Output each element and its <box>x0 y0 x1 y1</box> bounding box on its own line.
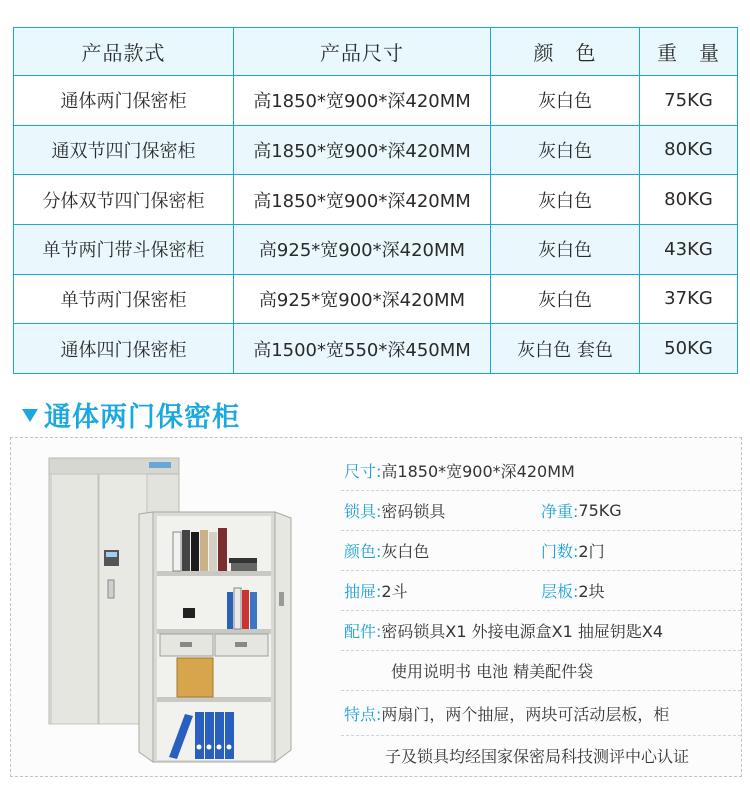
cell-size: 高1850*宽900*深420MM <box>234 175 491 225</box>
col-header-style: 产品款式 <box>14 28 234 76</box>
cell-style: 分体双节四门保密柜 <box>14 175 234 225</box>
cell-size: 高925*宽900*深420MM <box>234 274 491 324</box>
section-heading <box>22 394 240 434</box>
triangle-down-icon <box>22 409 38 422</box>
cabinet-image <box>47 452 297 767</box>
spec-row-accessories-cont <box>341 651 741 691</box>
color-value: 灰白色 <box>381 542 430 561</box>
weight-label: 净重: <box>541 502 579 521</box>
table-row <box>14 125 738 175</box>
cell-style: 通体两门保密柜 <box>14 76 234 126</box>
cell-weight: 43KG <box>640 224 738 274</box>
cell-color: 灰白色 <box>491 274 640 324</box>
spec-row-accessories <box>341 611 741 651</box>
cell-weight: 50KG <box>640 324 738 374</box>
cell-color: 灰白色 <box>491 175 640 225</box>
cell-style: 通双节四门保密柜 <box>14 125 234 175</box>
spec-row-features <box>341 691 741 736</box>
col-header-weight: 重 量 <box>640 28 738 76</box>
features-value-cont: 子及锁具均经国家保密局科技测评中心认证 <box>385 747 690 766</box>
table-row <box>14 224 738 274</box>
shelf-label: 层板: <box>541 582 579 601</box>
cell-weight: 37KG <box>640 274 738 324</box>
cell-color: 灰白色 <box>491 125 640 175</box>
spec-comparison-table <box>13 27 738 374</box>
col-header-color: 颜 色 <box>491 28 640 76</box>
spec-list <box>341 451 741 775</box>
cell-color: 灰白色 套色 <box>491 324 640 374</box>
doors-value: 2门 <box>578 542 605 561</box>
cell-style: 单节两门带斗保密柜 <box>14 224 234 274</box>
accessories-value: 密码锁具X1 外接电源盒X1 抽屉钥匙X4 <box>381 622 664 641</box>
table-header-row <box>14 28 738 76</box>
table-row <box>14 324 738 374</box>
size-label: 尺寸: <box>344 462 382 481</box>
cell-weight: 80KG <box>640 175 738 225</box>
spec-row-color-doors <box>341 531 741 571</box>
spec-row-lock-weight <box>341 491 741 531</box>
color-label: 颜色: <box>344 542 382 561</box>
product-detail-panel <box>10 437 742 777</box>
spec-row-drawer-shelf <box>341 571 741 611</box>
section-title: 通体两门保密柜 <box>44 401 240 433</box>
weight-value: 75KG <box>578 501 622 520</box>
features-value: 两扇门，两个抽屉，两块可活动层板，柜 <box>381 704 670 724</box>
shelf-value: 2块 <box>578 582 605 601</box>
cell-size: 高925*宽900*深420MM <box>234 224 491 274</box>
col-header-size: 产品尺寸 <box>234 28 491 76</box>
spec-row-features-cont <box>341 736 741 775</box>
lock-label: 锁具: <box>344 502 382 521</box>
cell-style: 通体四门保密柜 <box>14 324 234 374</box>
cell-size: 高1850*宽900*深420MM <box>234 125 491 175</box>
features-label: 特点: <box>344 704 382 724</box>
table-row <box>14 76 738 126</box>
accessories-value-cont: 使用说明书 电池 精美配件袋 <box>391 662 594 681</box>
doors-label: 门数: <box>541 542 579 561</box>
lock-value: 密码锁具 <box>381 502 446 521</box>
drawer-value: 2斗 <box>381 582 408 601</box>
cell-size: 高1500*宽550*深450MM <box>234 324 491 374</box>
cell-weight: 80KG <box>640 125 738 175</box>
spec-row-size <box>341 451 741 491</box>
table-row <box>14 175 738 225</box>
cell-weight: 75KG <box>640 76 738 126</box>
accessories-label: 配件: <box>344 622 382 641</box>
cell-color: 灰白色 <box>491 224 640 274</box>
size-value: 高1850*宽900*深420MM <box>381 462 575 481</box>
drawer-label: 抽屉: <box>344 582 382 601</box>
cell-color: 灰白色 <box>491 76 640 126</box>
table-row <box>14 274 738 324</box>
cell-style: 单节两门保密柜 <box>14 274 234 324</box>
cell-size: 高1850*宽900*深420MM <box>234 76 491 126</box>
